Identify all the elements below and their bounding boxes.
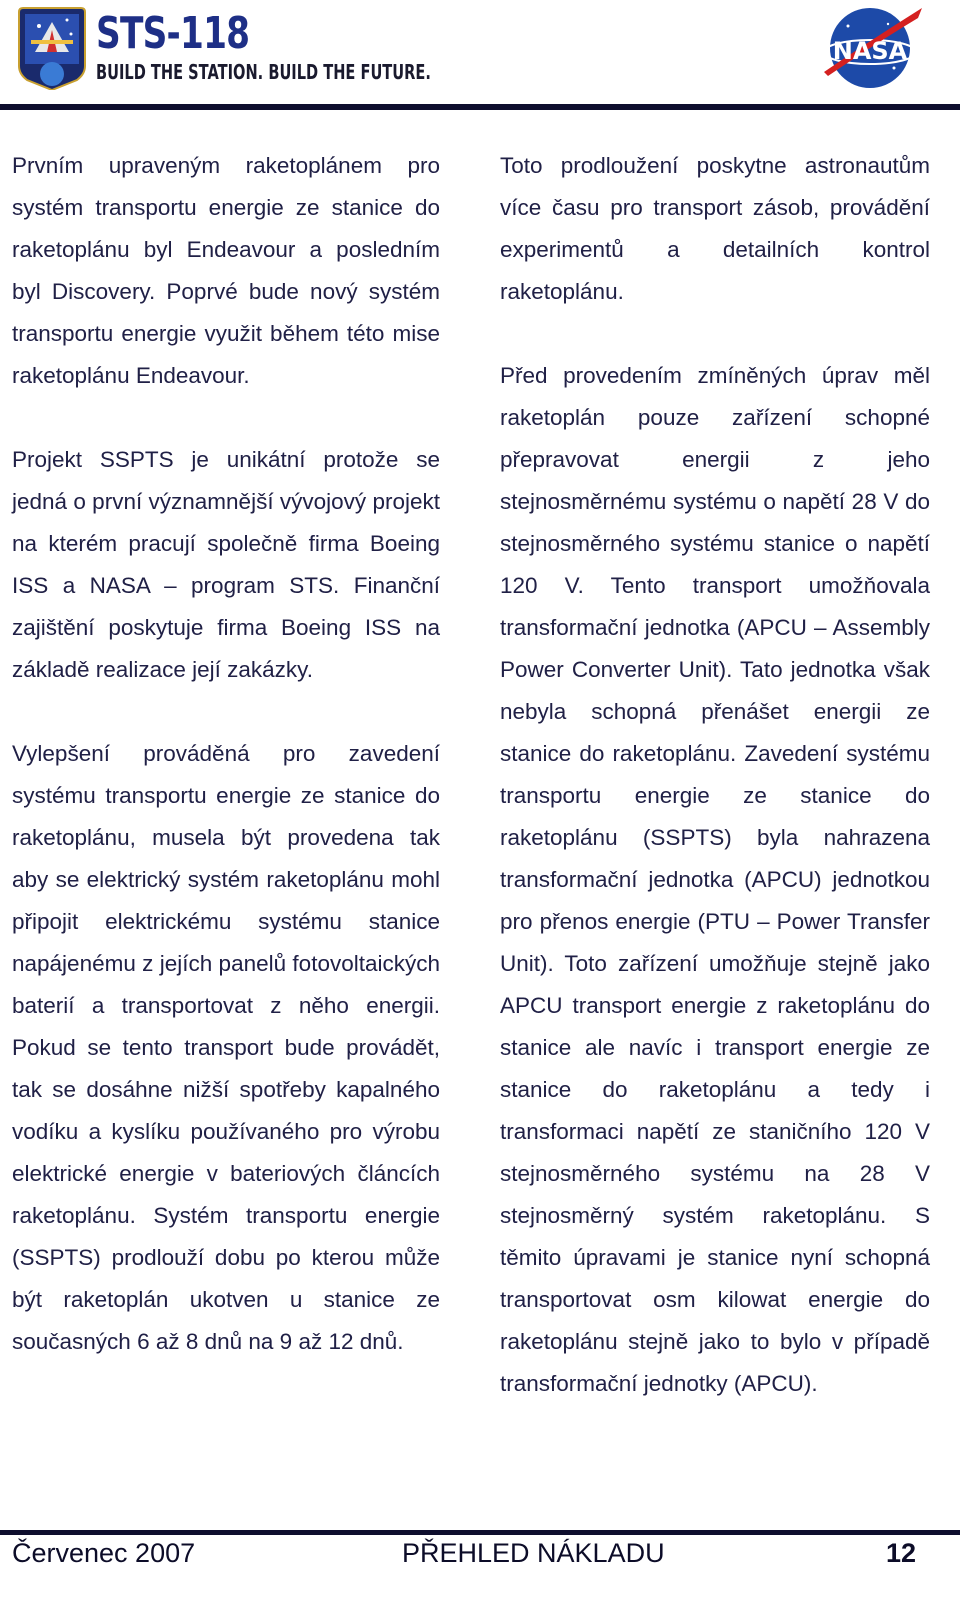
mission-title: STS-118 <box>96 8 250 59</box>
wordmark <box>96 8 555 84</box>
paragraph: Toto prodloužení poskytne astronautům více času pro transport zásob, provádění experimentů a detailních kontrol raketoplánu. <box>500 153 930 304</box>
footer-date: Červenec 2007 <box>12 1538 196 1568</box>
nasa-logo-icon <box>818 2 926 92</box>
paragraph: Projekt SSPTS je unikátní protože se jedná o první významnější vývojový projekt na kterém pracují společně firma Boeing ISS a NASA – program STS. Finanční zajištění poskytuje firma Boeing ISS na základě realizace její zakázky. <box>12 447 440 682</box>
footer-rule <box>0 1530 960 1535</box>
svg-text:NASA: NASA <box>832 37 908 65</box>
left-column <box>12 145 440 1405</box>
page-number: 12 <box>886 1538 917 1568</box>
page-footer <box>0 1536 960 1576</box>
header-rule <box>0 104 960 110</box>
mission-tagline: BUILD THE STATION. BUILD THE FUTURE. <box>96 60 431 84</box>
paragraph: Vylepšení prováděná pro zavedení systému transportu energie ze stanice do raketoplánu, musela být provedena tak aby se elektrický systém raketoplánu mohl připojit elektrickému systému stanice napájenému z jejích panelů fotovoltaických baterií a transportovat z něho energii. Pokud se tento transport bude provádět, tak se dosáhne nižší spotřeby kapalného vodíku a kyslíku používaného pro výrobu elektrické energie v bateriových článcích raketoplánu. Systém transportu energie (SSPTS) prodlouží dobu po kterou může být raketoplán ukotven u stanice ze současných 6 až 8 dnů na 9 až 12 dnů. <box>12 741 440 1354</box>
right-column <box>500 145 930 1447</box>
paragraph: Prvním upraveným raketoplánem pro systém transportu energie ze stanice do raketoplánu byl Endeavour a posledním byl Discovery. Poprvé bude nový systém transportu energie využit během této mise raketoplánu Endeavour. <box>12 153 440 388</box>
footer-section: PŘEHLED NÁKLADU <box>402 1538 665 1568</box>
page-header <box>0 0 960 110</box>
paragraph: Před provedením zmíněných úprav měl raketoplán pouze zařízení schopné přepravovat energii z jeho stejnosměrnému systému o napětí 28 V do stejnosměrného systému stanice o napětí 120 V. Tento transport umožňovala transformační jednotka (APCU – Assembly Power Converter Unit). Tato jednotka však nebyla schopná přenášet energii ze stanice do raketoplánu. Zavedení systému transportu energie ze stanice do raketoplánu (SSPTS) byla nahrazena transformační jednotka (APCU) jednotkou pro přenos energie (PTU – Power Transfer Unit). Toto zařízení umožňuje stejně jako APCU transport energie z raketoplánu do stanice ale navíc i transport energie ze stanice do raketoplánu a tedy i transformaci napětí ze staničního 120 V stejnosměrného systému na 28 V stejnosměrný systém raketoplánu. S těmito úpravami je stanice nyní schopná transportovat osm kilowat energie do raketoplánu stejně jako to bylo v případě transformační jednotky (APCU). <box>500 363 930 1396</box>
mission-patch-icon <box>17 4 87 90</box>
